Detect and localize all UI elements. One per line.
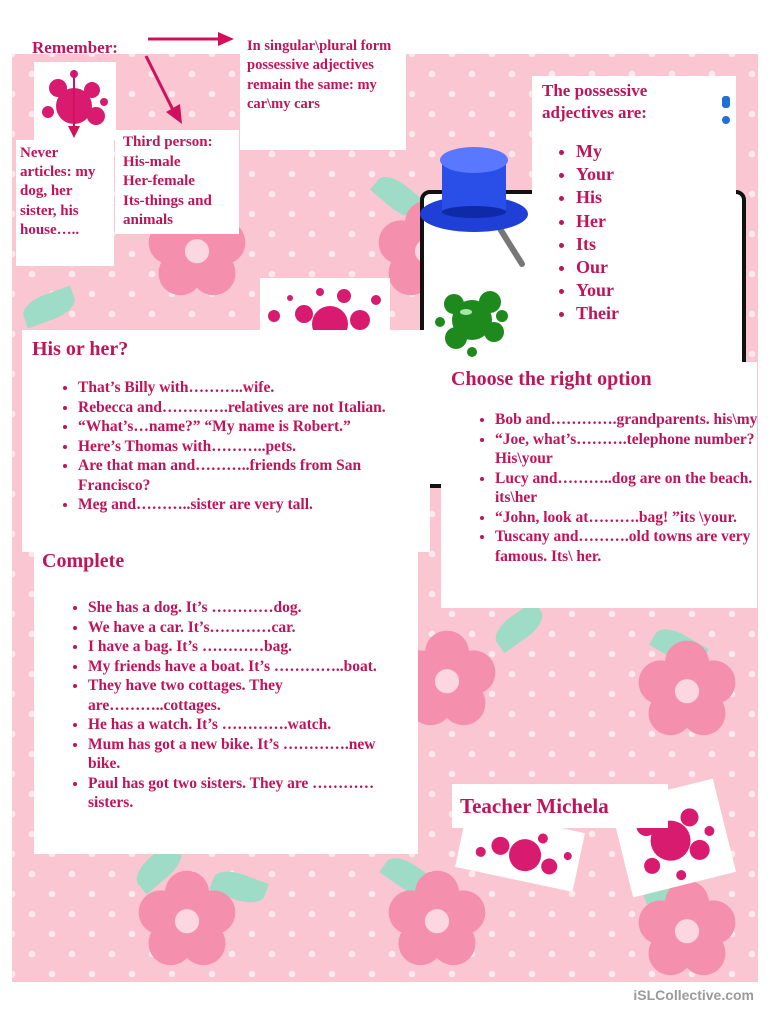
exercise-item: • Here’s Thomas with………..pets. [78, 437, 408, 457]
complete-exercise [34, 544, 418, 854]
pushpin-icon [418, 138, 534, 270]
exercise-item: • Lucy and………..dog are on the beach. its\her [495, 469, 763, 508]
complete-title: Complete [42, 550, 125, 572]
never-articles-note [16, 140, 114, 266]
his-or-her-title: His or her? [32, 338, 129, 360]
green-splash-icon [432, 282, 512, 358]
possessive-item: • Its [576, 233, 619, 256]
signature-box [452, 784, 668, 828]
choose-title: Choose the right option [451, 368, 652, 390]
possessive-item: • Your [576, 163, 619, 186]
exercise-item: • She has a dog. It’s …………dog. [88, 598, 388, 618]
leaf-icon [19, 286, 79, 329]
third-person-line: His-male [123, 153, 181, 170]
flower-icon [632, 634, 742, 744]
exercise-item: • “John, look at……….bag! ”its \your. [495, 508, 763, 528]
blue-dot-icon [722, 96, 730, 108]
choose-option-exercise [441, 362, 757, 608]
possessive-list [532, 140, 619, 326]
exercise-item: • Mum has got a new bike. It’s ………….new bike. [88, 735, 388, 774]
possessive-item: • His [576, 186, 619, 209]
blue-dot-icon [722, 116, 730, 124]
choose-list [451, 410, 763, 566]
possessive-item: • Your [576, 279, 619, 302]
possessive-item: • My [576, 140, 619, 163]
exercise-item: • My friends have a boat. It’s …………..boat. [88, 657, 388, 677]
exercise-item: • Bob and………….grandparents. his\my [495, 410, 763, 430]
exercise-item: • Tuscany and……….old towns are very famous. Its\ her. [495, 527, 763, 566]
his-or-her-list [34, 378, 408, 515]
his-or-her-exercise [22, 330, 430, 552]
exercise-item: • Rebecca and………….relatives are not Italian. [78, 398, 408, 418]
exercise-item: • “Joe, what’s……….telephone number? His\your [495, 430, 763, 469]
pink-splash-icon [260, 278, 390, 334]
singular-plural-text: In singular\plural form possessive adjectives remain the same: my car\my cars [247, 38, 392, 113]
site-watermark: iSLCollective.com [633, 987, 754, 1003]
arrow-down-icon [140, 54, 184, 126]
possessive-item: • Her [576, 210, 619, 233]
third-person-note [115, 130, 239, 234]
third-person-line: Her-female [123, 173, 195, 190]
exercise-item: • We have a car. It’s…………car. [88, 618, 388, 638]
possessive-item: • Our [576, 256, 619, 279]
exercise-item: • “What’s…name?” “My name is Robert.” [78, 417, 408, 437]
third-person-title: Third person: [123, 134, 213, 150]
pink-splash-card [260, 278, 390, 334]
exercise-item: • They have two cottages. They are………..cottages. [88, 676, 388, 715]
exercise-item: • He has a watch. It’s ………….watch. [88, 715, 388, 735]
third-person-line: Its-things and animals [123, 192, 212, 229]
arrow-right-icon [148, 30, 234, 48]
exercise-item: • That’s Billy with………..wife. [78, 378, 408, 398]
possessive-item: • Their [576, 302, 619, 325]
possessive-adjectives-box [532, 76, 736, 330]
remember-title: Remember: [32, 38, 118, 57]
signature: Teacher Michela [460, 794, 609, 818]
exercise-item: • Meg and………..sister are very tall. [78, 495, 408, 515]
exercise-item: • I have a bag. It’s …………bag. [88, 637, 388, 657]
singular-plural-note [240, 32, 406, 150]
exercise-item: • Paul has got two sisters. They are …………sisters. [88, 774, 388, 813]
never-articles-text: Never articles: my dog, her sister, his house….. [20, 145, 96, 238]
possessive-title: The possessive adjectives are: [542, 81, 648, 122]
flower-icon [132, 864, 242, 974]
flower-icon [382, 864, 492, 974]
pink-splash-card-top [34, 62, 116, 140]
complete-list [44, 598, 388, 813]
pink-splash-icon [34, 62, 116, 140]
exercise-item: • Are that man and………..friends from San Francisco? [78, 456, 408, 495]
